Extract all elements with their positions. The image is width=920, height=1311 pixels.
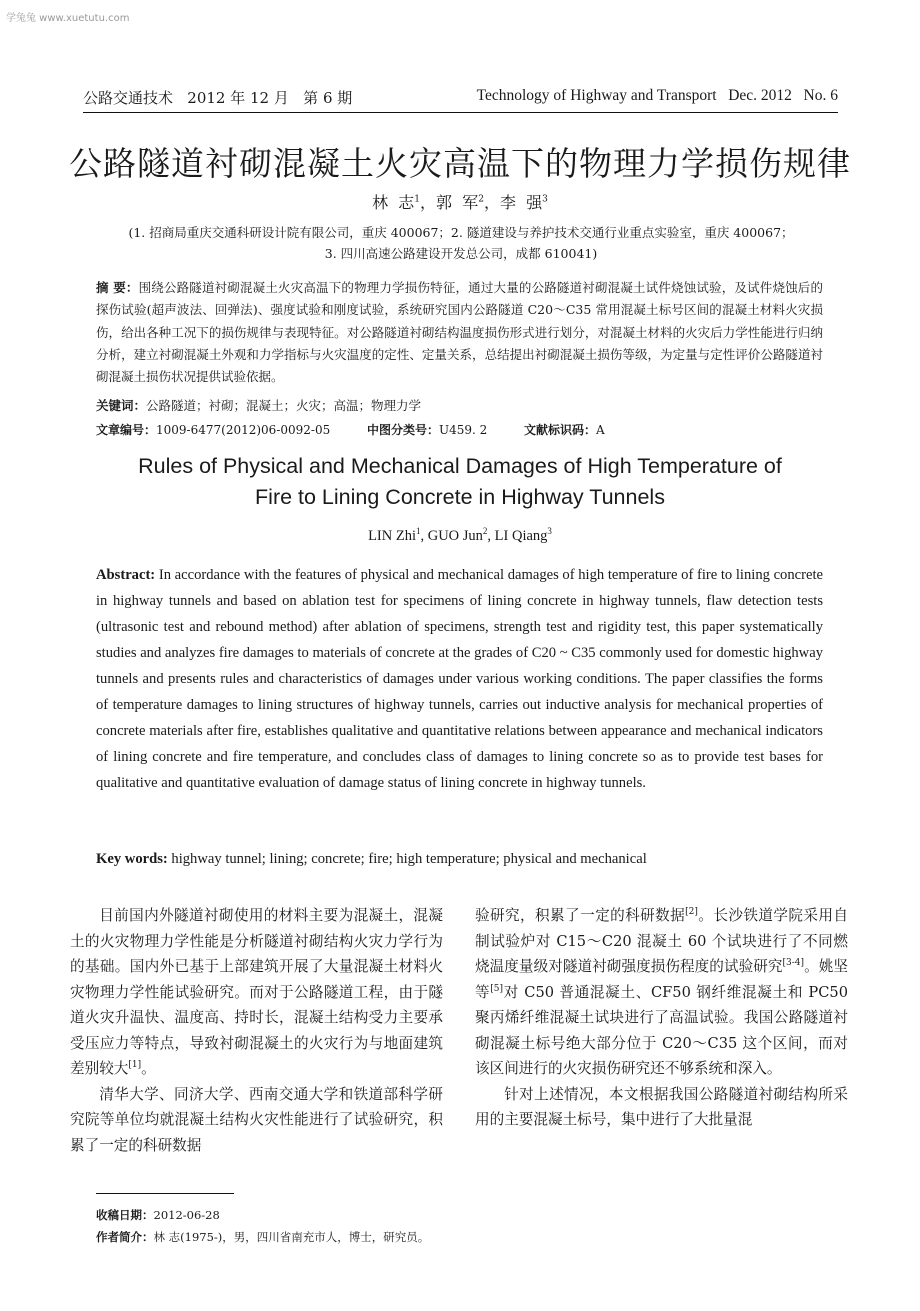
clc-number: [367, 421, 487, 438]
document-code-value: A: [596, 423, 605, 437]
author-name: 林 志: [372, 193, 415, 212]
author-bio-value: 林 志(1975-)，男，四川省南充市人，博士，研究员。: [153, 1230, 430, 1244]
header-rule: [83, 112, 838, 113]
author-name: GUO Jun: [427, 528, 483, 544]
keywords-en-text: highway tunnel; lining; concrete; fire; high temperature; physical and mechanical: [171, 851, 647, 867]
author-name: LIN Zhi: [368, 528, 416, 544]
citation-ref: [5]: [490, 983, 504, 994]
body-text: 。长沙铁道学院采用自制试验炉对 C15～C20 混凝土 60 个试块进行了不同燃烧温度量级对隧道衬砌强度损伤程度的试验研究: [475, 907, 848, 975]
body-paragraph: [475, 1082, 848, 1133]
received-date-value: 2012-06-28: [153, 1208, 220, 1222]
keywords-en: [96, 851, 647, 868]
body-column-right: [475, 903, 848, 1133]
abstract-en: [96, 562, 823, 796]
journal-issue-en: Technology of Highway and Transport Dec. 2012 No. 6: [476, 87, 838, 104]
citation-ref: [1]: [128, 1060, 142, 1071]
title-en-line: Rules of Physical and Mechanical Damages of High Temperature of: [138, 454, 782, 478]
watermark: 学兔兔 www.xuetutu.com: [6, 13, 130, 24]
document-code: [524, 421, 605, 438]
author-name: 郭 军: [436, 193, 479, 212]
affiliation-line: (1. 招商局重庆交通科研设计院有限公司，重庆 400067；2. 隧道建设与养护技术交通行业重点实验室，重庆 400067；: [128, 225, 794, 240]
author-affil-mark: 1: [415, 526, 421, 537]
article-number-value: 1009-6477(2012)06-0092-05: [156, 423, 331, 437]
article-number: [96, 421, 330, 438]
clc-value: U459. 2: [439, 423, 488, 437]
body-text: 清华大学、同济大学、西南交通大学和铁道部科学研究院等单位均就混凝土结构火灾性能进行了试验研究，积累了一定的科研数据: [70, 1085, 443, 1154]
citation-ref: [3-4]: [782, 958, 805, 969]
footnotes: [96, 1204, 429, 1248]
journal-issue-cn: 公路交通技术 2012 年 12 月 第 6 期: [83, 89, 353, 107]
author-affil-mark: 3: [547, 526, 552, 537]
abstract-en-label: Abstract:: [96, 567, 156, 583]
running-header: [83, 87, 838, 111]
abstract-cn-text: 围绕公路隧道衬砌混凝土火灾高温下的物理力学损伤特征，通过大量的公路隧道衬砌混凝土试件烧蚀试验，及试件烧蚀后的探伤试验(超声波法、回弹法)、强度试验和刚度试验，系统研究国内公路隧道 C20～C35 常用混凝土标号区间的混凝土材料火灾损伤，给出各种工况下的损伤规律与表现特征。对公路隧道衬砌结构温度损伤形式进行划分，对混凝土材料的火灾后力学性能进行归纳分析，建立衬砌混凝土外观和力学指标与火灾温度的定性、定量关系，总结提出衬砌混凝土损伤等级，为定量与定性评价公路隧道衬砌混凝土损伤状况提供试验依据。: [96, 280, 823, 385]
received-date: [96, 1204, 429, 1226]
clc-label: 中图分类号：: [367, 423, 440, 437]
article-number-label: 文章编号：: [96, 423, 157, 437]
body-paragraph: [70, 903, 443, 1082]
citation-ref: [2]: [685, 907, 698, 918]
body-text: 。姚坚等: [475, 958, 848, 1001]
author-affil-mark: 3: [542, 194, 548, 205]
author-bio-label: 作者简介：: [96, 1230, 154, 1244]
title-en-line: Fire to Lining Concrete in Highway Tunnels: [255, 485, 665, 509]
author-name: LI Qiang: [494, 528, 548, 544]
keywords-cn-label: 关键词：: [96, 398, 147, 413]
body-paragraph: [70, 1082, 443, 1154]
paper-title-en: [0, 451, 920, 513]
received-date-label: 收稿日期：: [96, 1208, 154, 1222]
author-name: 李 强: [499, 193, 543, 212]
author-affil-mark: 2: [482, 526, 488, 537]
author-affil-mark: 2: [478, 194, 484, 205]
document-code-label: 文献标识码：: [524, 423, 597, 437]
keywords-cn: [96, 396, 421, 414]
body-column-left: [70, 903, 443, 1154]
abstract-cn: [96, 277, 823, 388]
body-text: 目前国内外隧道衬砌使用的材料主要为混凝土，混凝土的火灾物理力学性能是分析隧道衬砌结构火灾力学行为的基础。国内外已基于上部建筑开展了大量混凝土材料火灾物理力学性能试验研究。而对于公路隧道工程，由于隧道火灾升温快、温度高、持时长，混凝土结构受力主要承受压应力等特点，导致衬砌混凝土的火灾行为与地面建筑差别较大: [70, 907, 443, 1077]
abstract-cn-label: 摘 要：: [96, 280, 139, 295]
footnote-rule: [96, 1193, 234, 1194]
abstract-en-text: In accordance with the features of physical and mechanical damages of high temperature of fire to lining concrete in highway tunnels and based on ablation test for specimens of lining concrete in highway tunnels, flaw detection tests (ultrasonic test and rebound method) after ablation of specimens, strength test and rigidity test, this paper systematically studies and analyzes fire damages to materials of concrete at the grades of C20 ~ C35 commonly used for domestic highway tunnels and presents rules and characteristics of damages under various working conditions. The paper classifies the forms of temperature damages to lining structures of highway tunnels, carries out inductive analysis for mechanical properties of concrete materials after fire, establishes qualitative and quantitative relations between appearance and mechanical indicators of lining concrete and fire temperature, and concludes class of damages to lining concrete so as to provide test bases for qualitative and quantitative evaluation of damage status of lining concrete in highway tunnels.: [96, 567, 823, 791]
authors-en: LIN Zhi$^1$, GUO Jun$^2$, LI Qiang$^3$: [368, 526, 552, 544]
paper-title-cn: 公路隧道衬砌混凝土火灾高温下的物理力学损伤规律: [69, 144, 851, 183]
body-text: 。: [141, 1060, 156, 1077]
body-text: 针对上述情况，本文根据我国公路隧道衬砌结构所采用的主要混凝土标号，集中进行了大批量混: [475, 1085, 848, 1128]
author-bio: [96, 1226, 429, 1248]
authors-cn: 林 志$^1$，郭 军$^2$，李 强$^3$: [372, 193, 548, 212]
affiliations: [82, 222, 840, 264]
author-affil-mark: 1: [414, 194, 421, 205]
body-paragraph-continued: [475, 903, 848, 1082]
body-text: 对 C50 普通混凝土、CF50 钢纤维混凝土和 PC50 聚丙烯纤维混凝土试块进行了高温试验。我国公路隧道衬砌混凝土标号绝大部分位于 C20～C35 这个区间，而对该区间进行的火灾损伤研究还不够系统和深入。: [475, 983, 848, 1077]
body-text: 验研究，积累了一定的科研数据: [475, 907, 686, 924]
keywords-cn-text: 公路隧道；衬砌；混凝土；火灾；高温；物理力学: [146, 398, 422, 413]
affiliation-line: 3. 四川高速公路建设开发总公司，成都 610041): [324, 246, 598, 261]
keywords-en-label: Key words:: [96, 851, 168, 867]
